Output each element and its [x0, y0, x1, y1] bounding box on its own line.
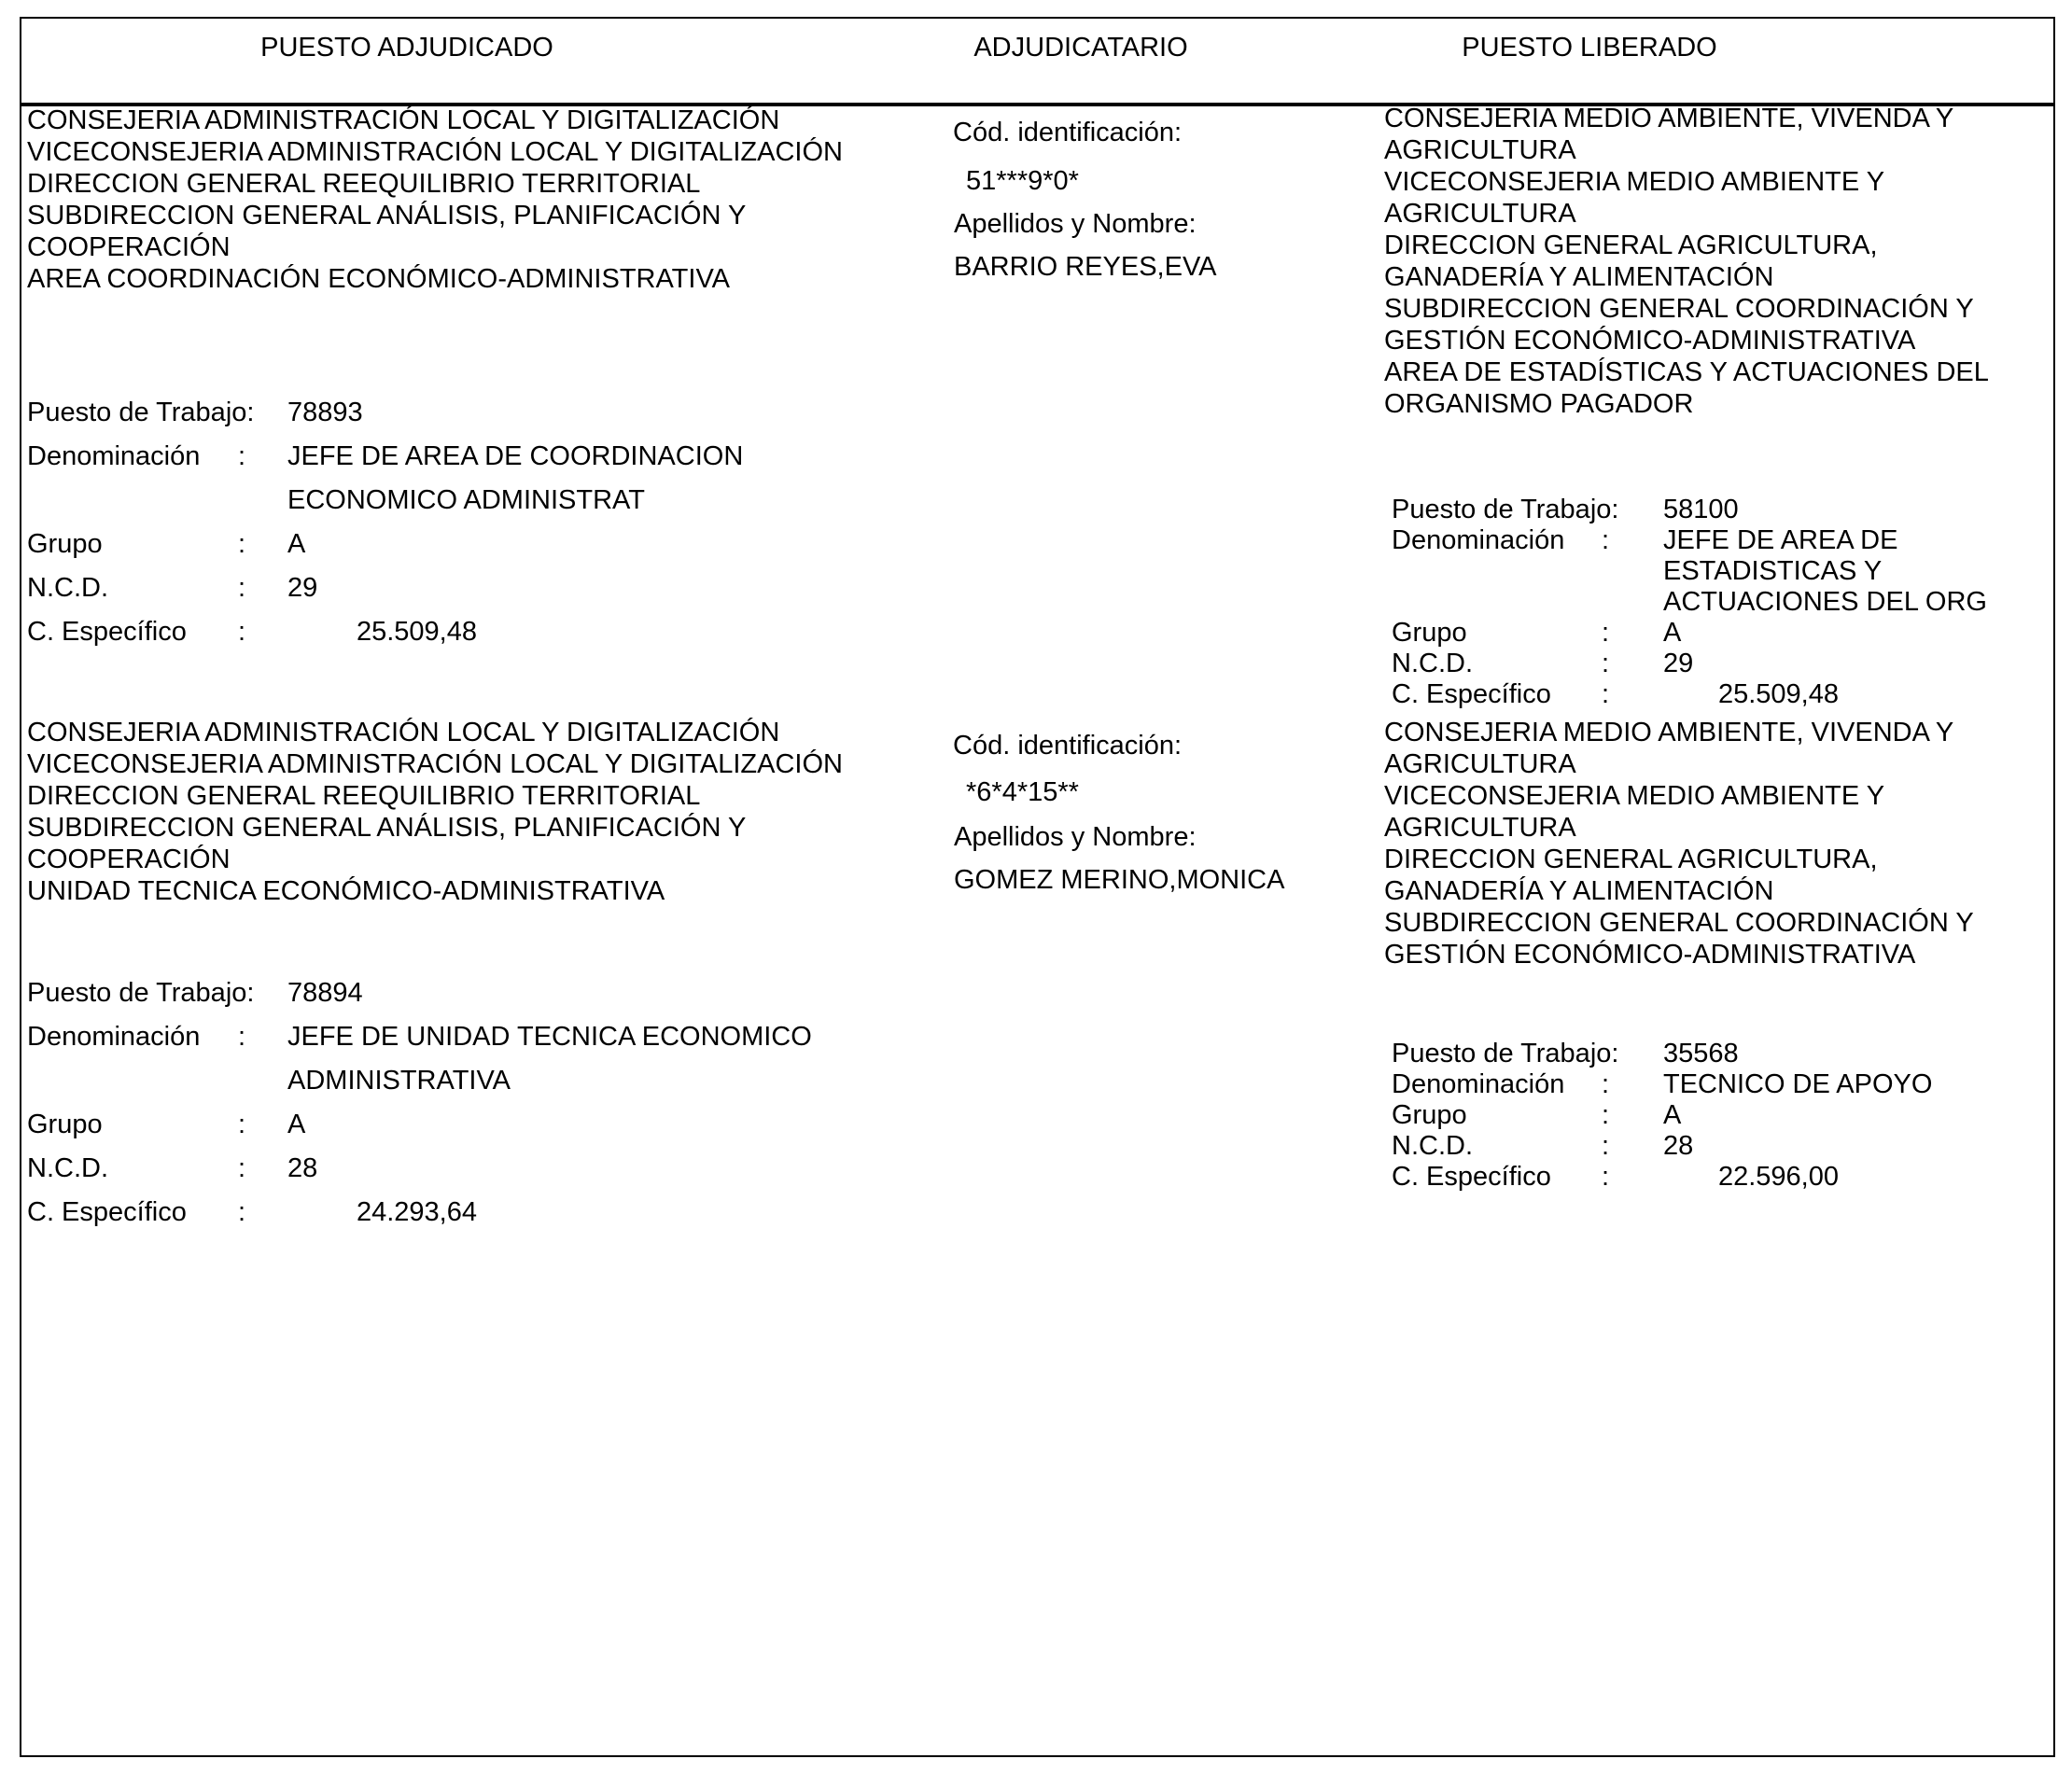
field-label: Denominación — [1392, 525, 1565, 555]
field-row-c-especifico — [1392, 1161, 1952, 1193]
field-value: JEFE DE AREA DE — [1663, 525, 1898, 555]
apellidos-nombre-value: BARRIO REYES,EVA — [954, 252, 1217, 282]
field-colon: : — [1602, 618, 1610, 648]
field-colon: : — [1602, 649, 1610, 678]
cod-identificacion-label: Cód. identificación: — [953, 118, 1183, 147]
field-label: N.C.D. — [1392, 649, 1473, 678]
field-value: 78893 — [287, 398, 363, 427]
field-value: ECONOMICO ADMINISTRAT — [287, 485, 645, 515]
field-label: C. Específico — [1392, 1162, 1551, 1192]
field-colon: : — [1602, 679, 1610, 709]
field-label: C. Específico — [1392, 679, 1551, 709]
record1-adjudicado-org — [27, 105, 843, 295]
field-row-denominacion — [1392, 1068, 1952, 1100]
field-value: TECNICO DE APOYO — [1663, 1069, 1933, 1099]
field-colon: : — [238, 573, 246, 603]
field-label: Grupo — [27, 1110, 103, 1139]
org-line: DIRECCION GENERAL AGRICULTURA, — [1384, 845, 1878, 874]
field-value: A — [287, 1110, 306, 1139]
org-line: VICECONSEJERIA ADMINISTRACIÓN LOCAL Y DIGITALIZACIÓN — [27, 137, 843, 167]
field-colon: : — [1602, 525, 1610, 555]
org-line: CONSEJERIA ADMINISTRACIÓN LOCAL Y DIGITALIZACIÓN — [27, 105, 780, 135]
field-row-puesto-de-trabajo — [1392, 1038, 1952, 1069]
apellidos-nombre-label: Apellidos y Nombre: — [954, 822, 1197, 852]
field-row-puesto-de-trabajo — [27, 977, 587, 1009]
field-value: JEFE DE UNIDAD TECNICA ECONOMICO — [287, 1022, 812, 1052]
org-line: CONSEJERIA ADMINISTRACIÓN LOCAL Y DIGITALIZACIÓN — [27, 718, 780, 747]
field-colon: : — [238, 441, 246, 471]
field-value: 29 — [287, 573, 318, 603]
field-row-ncd — [27, 1152, 587, 1184]
field-value: ACTUACIONES DEL ORG — [1663, 587, 1987, 617]
field-row-c-especifico — [27, 616, 587, 648]
org-line: VICECONSEJERIA MEDIO AMBIENTE Y — [1384, 781, 1885, 811]
field-label: Puesto de Trabajo: — [27, 398, 255, 427]
field-row-denominacion-wrap — [1392, 555, 1952, 587]
field-colon: : — [238, 1110, 246, 1139]
org-line: GESTIÓN ECONÓMICO-ADMINISTRATIVA — [1384, 940, 1916, 970]
org-line: DIRECCION GENERAL REEQUILIBRIO TERRITORIAL — [27, 169, 701, 199]
field-row-ncd — [1392, 648, 1952, 679]
org-line: AGRICULTURA — [1384, 199, 1576, 229]
cod-identificacion-value: *6*4*15** — [966, 777, 1079, 807]
org-line: VICECONSEJERIA ADMINISTRACIÓN LOCAL Y DIGITALIZACIÓN — [27, 749, 843, 779]
field-row-denominacion — [1392, 524, 1952, 556]
column-header-puesto-liberado: PUESTO LIBERADO — [1462, 33, 1717, 63]
record2-adjudicado-org — [27, 717, 843, 907]
org-line: GANADERÍA Y ALIMENTACIÓN — [1384, 876, 1774, 906]
org-line: AGRICULTURA — [1384, 135, 1576, 165]
field-row-puesto-de-trabajo — [27, 397, 587, 428]
org-line: CONSEJERIA MEDIO AMBIENTE, VIVENDA Y — [1384, 104, 1954, 133]
field-colon: : — [238, 529, 246, 559]
field-label: C. Específico — [27, 1197, 187, 1227]
org-line: DIRECCION GENERAL REEQUILIBRIO TERRITORIAL — [27, 781, 701, 811]
field-label: Puesto de Trabajo: — [1392, 1039, 1619, 1068]
field-label: Grupo — [1392, 618, 1467, 648]
org-line: VICECONSEJERIA MEDIO AMBIENTE Y — [1384, 167, 1885, 197]
org-line: DIRECCION GENERAL AGRICULTURA, — [1384, 230, 1878, 260]
field-row-grupo — [1392, 617, 1952, 649]
org-line: SUBDIRECCION GENERAL ANÁLISIS, PLANIFICACIÓN Y — [27, 201, 747, 230]
org-line: AREA DE ESTADÍSTICAS Y ACTUACIONES DEL — [1384, 357, 1989, 387]
field-value: JEFE DE AREA DE COORDINACION — [287, 441, 744, 471]
field-row-grupo — [1392, 1099, 1952, 1131]
org-line: AGRICULTURA — [1384, 813, 1576, 843]
org-line: SUBDIRECCION GENERAL COORDINACIÓN Y — [1384, 908, 1974, 938]
field-label: Puesto de Trabajo: — [1392, 495, 1619, 524]
field-value: 35568 — [1663, 1039, 1739, 1068]
field-value: ADMINISTRATIVA — [287, 1066, 511, 1096]
record1-liberado-org — [1384, 103, 1989, 420]
field-row-denominacion — [27, 440, 744, 472]
field-label: Denominación — [1392, 1069, 1565, 1099]
record2-liberado-org — [1384, 717, 1974, 970]
org-line: CONSEJERIA MEDIO AMBIENTE, VIVENDA Y — [1384, 718, 1954, 747]
column-header-adjudicatario: ADJUDICATARIO — [973, 33, 1188, 63]
field-row-grupo — [27, 528, 587, 560]
field-label: N.C.D. — [27, 1153, 108, 1183]
org-line: AREA COORDINACIÓN ECONÓMICO-ADMINISTRATIVA — [27, 264, 730, 294]
field-value: A — [287, 529, 306, 559]
field-value: 28 — [1663, 1131, 1694, 1161]
field-label: N.C.D. — [1392, 1131, 1473, 1161]
org-line: AGRICULTURA — [1384, 749, 1576, 779]
org-line: COOPERACIÓN — [27, 845, 231, 874]
field-value: A — [1663, 1100, 1682, 1130]
apellidos-nombre-label: Apellidos y Nombre: — [954, 209, 1197, 239]
field-colon: : — [1602, 1100, 1610, 1130]
org-line: SUBDIRECCION GENERAL COORDINACIÓN Y — [1384, 294, 1974, 324]
field-row-denominacion-wrap — [27, 1065, 587, 1096]
apellidos-nombre-value: GOMEZ MERINO,MONICA — [954, 865, 1285, 895]
field-colon: : — [238, 1197, 246, 1227]
field-colon: : — [1602, 1131, 1610, 1161]
field-row-puesto-de-trabajo — [1392, 494, 1952, 525]
cod-identificacion-label: Cód. identificación: — [953, 731, 1183, 761]
field-row-denominacion — [27, 1021, 812, 1053]
field-value: ESTADISTICAS Y — [1663, 556, 1883, 586]
field-colon: : — [1602, 1162, 1610, 1192]
field-colon: : — [238, 617, 246, 647]
field-row-ncd — [27, 572, 587, 604]
org-line: UNIDAD TECNICA ECONÓMICO-ADMINISTRATIVA — [27, 876, 665, 906]
field-row-denominacion-wrap — [1392, 586, 1987, 618]
field-row-c-especifico — [1392, 678, 1952, 710]
field-label: Grupo — [1392, 1100, 1467, 1130]
org-line: GESTIÓN ECONÓMICO-ADMINISTRATIVA — [1384, 326, 1916, 356]
field-label: Grupo — [27, 529, 103, 559]
field-value: 22.596,00 — [1717, 1162, 1839, 1192]
org-line: GANADERÍA Y ALIMENTACIÓN — [1384, 262, 1774, 292]
field-value: A — [1663, 618, 1682, 648]
field-label: C. Específico — [27, 617, 187, 647]
field-label: N.C.D. — [27, 573, 108, 603]
field-label: Denominación — [27, 441, 201, 471]
field-value: 78894 — [287, 978, 363, 1008]
cod-identificacion-value: 51***9*0* — [966, 166, 1079, 196]
field-row-ncd — [1392, 1130, 1952, 1162]
field-value: 25.509,48 — [1717, 679, 1839, 709]
field-row-grupo — [27, 1109, 587, 1140]
field-value: 29 — [1663, 649, 1694, 678]
field-row-denominacion-wrap — [27, 484, 645, 516]
org-line: SUBDIRECCION GENERAL ANÁLISIS, PLANIFICACIÓN Y — [27, 813, 747, 843]
field-value: 25.509,48 — [356, 617, 477, 647]
field-colon: : — [238, 1153, 246, 1183]
field-label: Denominación — [27, 1022, 201, 1052]
field-value: 28 — [287, 1153, 318, 1183]
org-line: COOPERACIÓN — [27, 232, 231, 262]
org-line: ORGANISMO PAGADOR — [1384, 389, 1694, 419]
field-colon: : — [1602, 1069, 1610, 1099]
field-label: Puesto de Trabajo: — [27, 978, 255, 1008]
field-row-c-especifico — [27, 1196, 587, 1228]
column-header-puesto-adjudicado: PUESTO ADJUDICADO — [260, 33, 553, 63]
field-value: 58100 — [1663, 495, 1739, 524]
field-value: 24.293,64 — [356, 1197, 477, 1227]
field-colon: : — [238, 1022, 246, 1052]
